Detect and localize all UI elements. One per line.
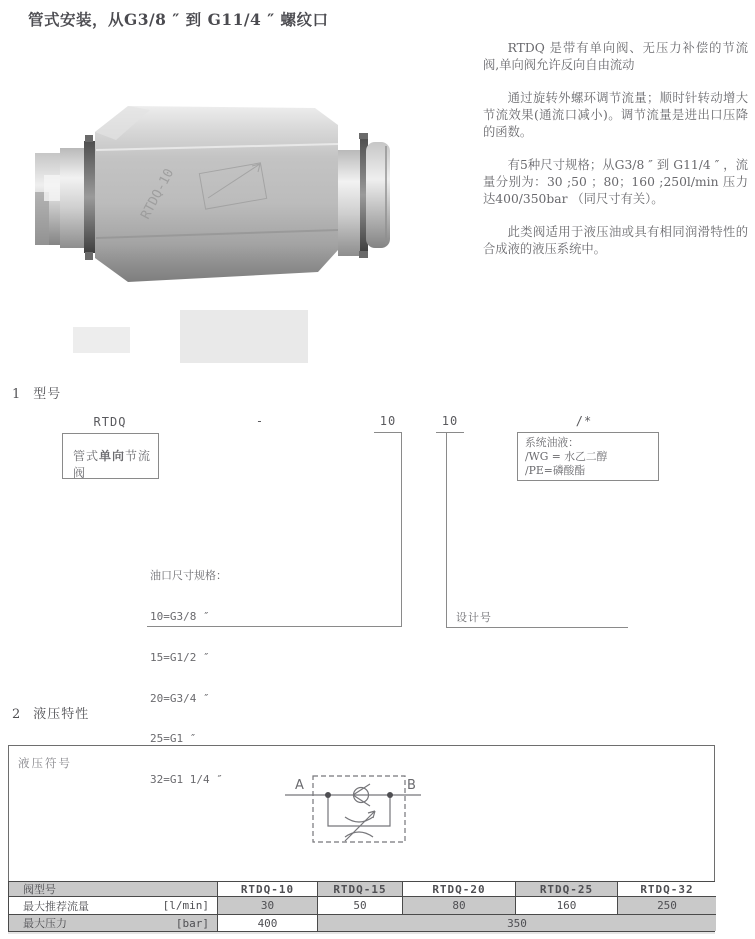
bypass-line (328, 795, 390, 826)
table-header-rtdq25: RTDQ-25 (516, 882, 618, 897)
right-cylinder (338, 150, 361, 256)
header-label: 阀型号 (23, 883, 56, 896)
fluid-option-pe: /PE=磷酸酯 (525, 464, 586, 477)
section1-heading (12, 383, 61, 402)
photo-shadow-left (73, 327, 130, 353)
model-description-box (62, 433, 159, 479)
code-separator: - (255, 414, 265, 428)
size-code-underline (374, 432, 402, 433)
pressure-value-400: 400 (218, 915, 318, 931)
left-ring-tab-top (85, 135, 93, 142)
table-header-rtdq20: RTDQ-20 (403, 882, 516, 897)
intro-paragraph-1: RTDQ 是带有单向阀、无压力补偿的节流阀,单向阀允许反向自由流动 (483, 41, 748, 72)
section2-number: 2 (12, 707, 22, 722)
port-size-item: 15=G1/2 ″ (150, 650, 210, 664)
size-code-value: 10 (379, 414, 397, 428)
left-cylinder (60, 148, 85, 248)
flow-value-rtdq15: 50 (318, 897, 403, 915)
flow-label: 最大推荐流量 (23, 899, 89, 913)
hex-body (95, 106, 338, 282)
product-photo-valve (20, 80, 440, 370)
flow-value-rtdq25: 160 (516, 897, 618, 915)
section1-title: 型号 (33, 387, 62, 402)
page-title: 管式安装，从G3/8 ″ 到 G11/4 ″ 螺纹口 (28, 10, 329, 29)
table-header-rtdq10: RTDQ-10 (218, 882, 318, 897)
port-size-item: 10=G3/8 ″ (150, 609, 210, 623)
flow-value-rtdq32: 250 (618, 897, 716, 915)
intro-paragraph-3: 有5种尺寸规格；从G3/8 ″ 到 G11/4 ″ ，流量分别为：30 ;50 ；80；160 ;250l/min 压力达400/350bar （同尺寸有关）。 (483, 158, 748, 206)
pressure-unit: [bar] (175, 916, 209, 930)
fluid-option-title: 系统油液： (525, 436, 579, 449)
fluid-code-value: /* (575, 414, 593, 428)
table-header-valve-model (9, 882, 218, 897)
flow-unit: [l/min] (162, 899, 209, 912)
etched-model-text: RTDQ-10 (138, 166, 178, 222)
fluid-options-box (517, 432, 659, 481)
junction-dot-left (325, 792, 331, 798)
fluid-options (518, 433, 658, 478)
design-code-underline (436, 432, 464, 433)
port-b-label: B (407, 778, 416, 793)
pressure-label: 最大压力 (23, 917, 67, 930)
pressure-value-350: 350 (318, 915, 716, 931)
intro-paragraph-4: 此类阀适用于液压油或具有相同润滑特性的合成液的液压系统中。 (483, 225, 748, 256)
section2-title: 液压特性 (33, 707, 90, 722)
port-size-list-title: 油口尺寸规格： (150, 569, 227, 583)
model-description (63, 434, 158, 481)
size-connector-vertical (401, 432, 402, 627)
table-row-flow-label (9, 897, 218, 915)
port-size-item: 25=G1 ″ (150, 732, 197, 746)
fluid-option-wg: /WG = 水乙二醇 (525, 450, 608, 463)
right-ring-tab-bottom (359, 251, 368, 258)
table-header-rtdq15: RTDQ-15 (318, 882, 403, 897)
design-connector-vertical (446, 432, 447, 628)
junction-dot-right (387, 792, 393, 798)
design-code-value: 10 (441, 414, 459, 428)
intro-text-column (483, 40, 748, 274)
specification-table (8, 881, 715, 932)
port-size-item: 20=G3/4 ″ (150, 691, 210, 705)
table-header-rtdq32: RTDQ-32 (618, 882, 716, 897)
table-row-pressure-label (9, 915, 218, 931)
intro-paragraph-2: 通过旋转外螺环调节流量；顺时针转动增大节流效果(通流口减小)。调节流量是进出口压降的函数。 (483, 91, 748, 139)
model-desc-pre: 管式 (73, 449, 100, 463)
port-a-label: A (295, 778, 304, 793)
hydraulic-symbol-label: 液压符号 (18, 756, 72, 770)
photo-shadow-center (180, 310, 308, 363)
right-ring-tab-top (359, 133, 368, 139)
flow-value-rtdq10: 30 (218, 897, 318, 915)
model-desc-post: 节流阀 (73, 449, 152, 480)
model-desc-bold: 单向 (99, 449, 126, 463)
section1-number: 1 (12, 387, 22, 402)
left-retaining-ring (84, 141, 95, 253)
port-size-item: 32=G1 1/4 ″ (150, 773, 223, 787)
flow-value-rtdq20: 80 (403, 897, 516, 915)
design-connector-horizontal (446, 627, 628, 628)
model-code: RTDQ (93, 415, 127, 429)
hydraulic-circuit-symbol (283, 758, 428, 850)
left-ring-tab-bottom (85, 252, 93, 260)
design-number-label: 设计号 (456, 611, 492, 624)
section2-heading (12, 703, 89, 722)
